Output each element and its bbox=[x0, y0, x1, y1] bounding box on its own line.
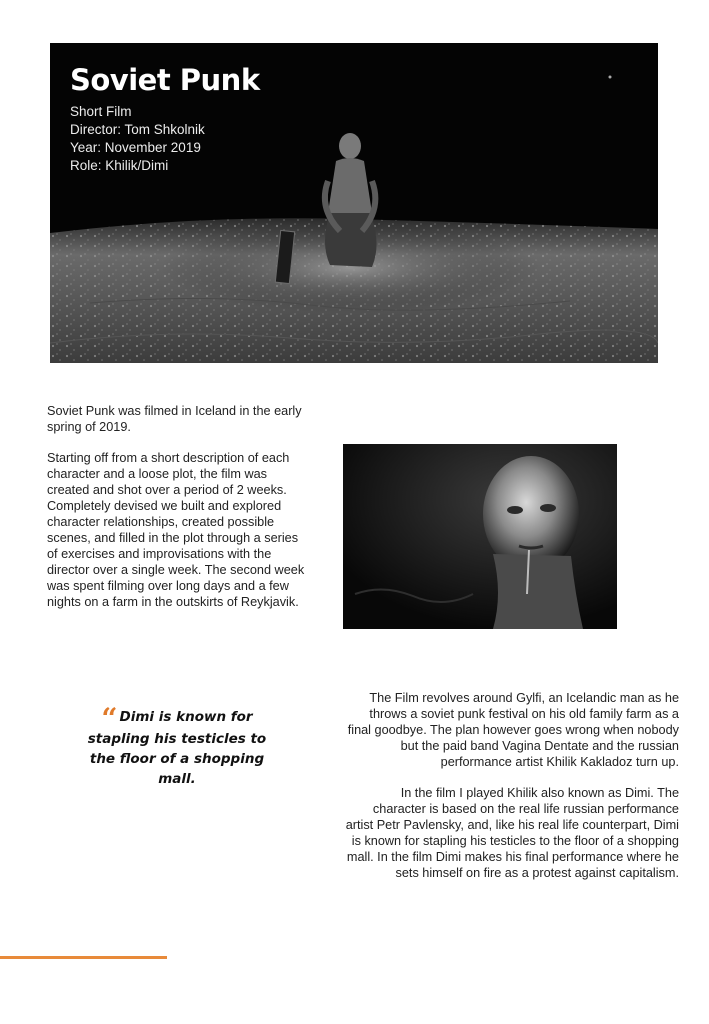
hero-film-still bbox=[50, 43, 658, 363]
synopsis-text bbox=[345, 690, 679, 896]
synopsis-paragraph: The Film revolves around Gylfi, an Icelandic man as he throws a soviet punk festival on his old family farm as a final goodbye. The plan however goes wrong when nobody but the paid band Vagina Dentate and the russian performance artist Khilik Kakladoz turn up. bbox=[347, 691, 679, 769]
film-year: Year: November 2019 bbox=[70, 140, 201, 155]
closeup-film-still bbox=[343, 444, 617, 629]
synopsis-paragraph: In the film I played Khilik also known as Dimi. The character is based on the real life russian performance artist Petr Pavlensky, and, like his real life counterpart, Dimi is known for stapling his testicles to the floor of a shopping mall. In the film Dimi makes his final performance where he sets himself on fire as a protest against capitalism. bbox=[345, 786, 679, 880]
film-role: Role: Khilik/Dimi bbox=[70, 158, 169, 173]
quote-mark-icon: “ bbox=[101, 702, 118, 735]
pull-quote bbox=[82, 702, 272, 789]
closeup-photo-face bbox=[343, 444, 617, 629]
intro-paragraph: Soviet Punk was filmed in Iceland in the early spring of 2019. bbox=[47, 404, 302, 434]
film-meta bbox=[70, 103, 260, 175]
hero-caption bbox=[70, 63, 260, 175]
accent-divider bbox=[0, 956, 167, 959]
page-title: Soviet Punk bbox=[70, 63, 260, 97]
intro-paragraph: Starting off from a short description of each character and a loose plot, the film was created and shot over a period of 2 weeks. Completely devised we built and explored character relationships, created possible scenes, and filled in the plot through a series of exercises and improvisations with the director over a single week. The second week was spent filming over long days and a few nights on a farm in the outskirts of Reykjavik. bbox=[47, 451, 305, 609]
film-director: Director: Tom Shkolnik bbox=[70, 122, 205, 137]
pull-quote-text: Dimi is known for stapling his testicles to the floor of a shopping mall. bbox=[87, 709, 267, 787]
intro-text bbox=[47, 403, 309, 625]
film-type: Short Film bbox=[70, 104, 132, 119]
